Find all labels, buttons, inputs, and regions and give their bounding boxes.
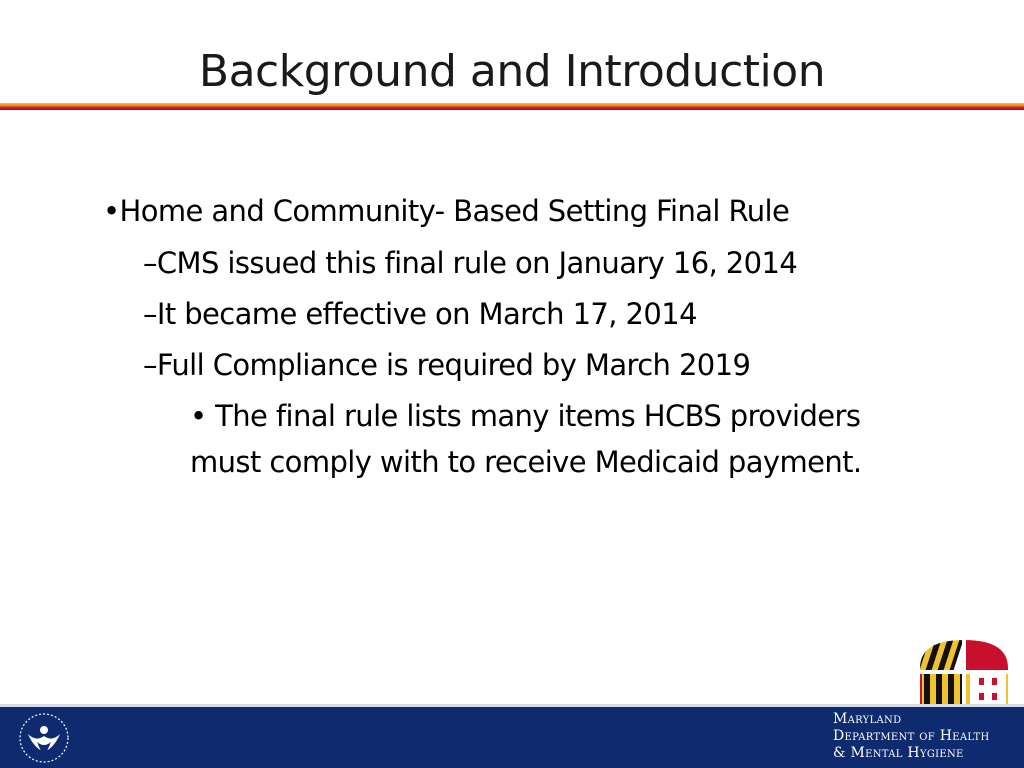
slide-title: Background and Introduction: [198, 46, 826, 97]
bullet-hcbs-final-rule: •Home and Community- Based Setting Final Rule: [103, 194, 790, 228]
org-name-line-1: Maryland: [833, 711, 902, 727]
maryland-flag-logo-icon: [918, 638, 1010, 706]
sub-sub-bullet-line-1: • The final rule lists many items HCBS providers: [190, 399, 861, 433]
hhs-eagle-icon: [18, 712, 70, 764]
title-underline: [0, 103, 1024, 110]
org-name-line-2: Department of Health: [833, 728, 990, 744]
sub-sub-bullet-line-2: must comply with to receive Medicaid payment.: [190, 445, 862, 479]
sub-bullet-effective-date: –It became effective on March 17, 2014: [143, 297, 697, 331]
org-name: [833, 711, 990, 762]
sub-bullet-cms-issued: –CMS issued this final rule on January 16, 2014: [143, 246, 798, 280]
org-name-line-3: & Mental Hygiene: [833, 745, 964, 761]
sub-bullet-full-compliance: –Full Compliance is required by March 2019: [143, 348, 751, 382]
